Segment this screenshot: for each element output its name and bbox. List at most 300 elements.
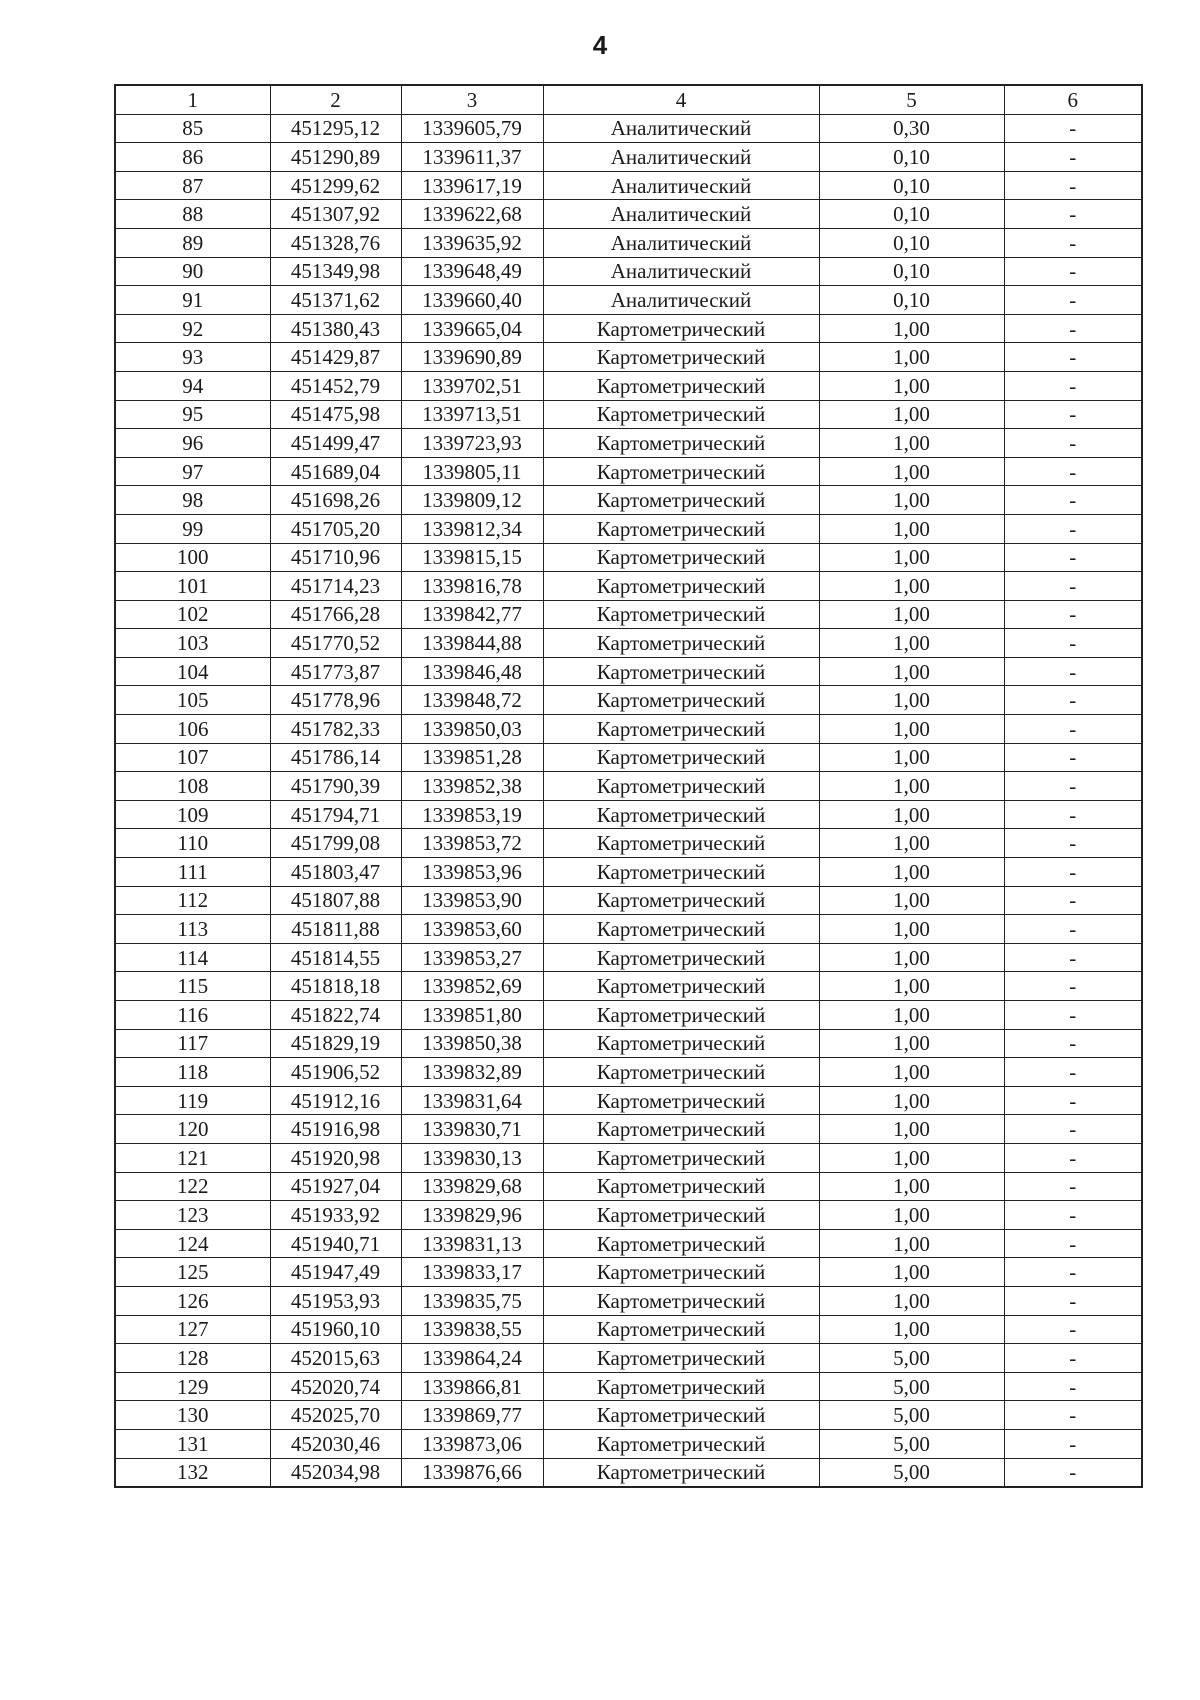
point-number-cell: 110: [115, 829, 270, 858]
table-row: [115, 743, 1142, 772]
accuracy-cell: 0,10: [819, 228, 1004, 257]
accuracy-cell: 1,00: [819, 886, 1004, 915]
accuracy-cell: 1,00: [819, 629, 1004, 658]
x-coordinate-cell: 451786,14: [270, 743, 401, 772]
table-row: [115, 829, 1142, 858]
note-cell: -: [1004, 1201, 1142, 1230]
note-cell: -: [1004, 715, 1142, 744]
column-header: 3: [401, 85, 543, 114]
x-coordinate-cell: 451290,89: [270, 143, 401, 172]
x-coordinate-cell: 451452,79: [270, 371, 401, 400]
accuracy-cell: 1,00: [819, 1058, 1004, 1087]
x-coordinate-cell: 452034,98: [270, 1458, 401, 1487]
accuracy-cell: 0,10: [819, 143, 1004, 172]
x-coordinate-cell: 451960,10: [270, 1315, 401, 1344]
x-coordinate-cell: 451790,39: [270, 772, 401, 801]
column-header: 5: [819, 85, 1004, 114]
point-number-cell: 127: [115, 1315, 270, 1344]
note-cell: -: [1004, 600, 1142, 629]
table-row: [115, 257, 1142, 286]
accuracy-cell: 1,00: [819, 1115, 1004, 1144]
page-number: 4: [592, 30, 608, 60]
table-row: [115, 943, 1142, 972]
accuracy-cell: 1,00: [819, 1086, 1004, 1115]
x-coordinate-cell: 451916,98: [270, 1115, 401, 1144]
note-cell: -: [1004, 1401, 1142, 1430]
x-coordinate-cell: 452030,46: [270, 1429, 401, 1458]
point-number-cell: 89: [115, 228, 270, 257]
y-coordinate-cell: 1339809,12: [401, 486, 543, 515]
x-coordinate-cell: 451807,88: [270, 886, 401, 915]
x-coordinate-cell: 451933,92: [270, 1201, 401, 1230]
table-row: [115, 1001, 1142, 1030]
table-row: [115, 286, 1142, 315]
table-row: [115, 1058, 1142, 1087]
x-coordinate-cell: 451429,87: [270, 343, 401, 372]
method-cell: Картометрический: [543, 600, 819, 629]
accuracy-cell: 0,30: [819, 114, 1004, 143]
method-cell: Картометрический: [543, 1258, 819, 1287]
accuracy-cell: 1,00: [819, 1143, 1004, 1172]
y-coordinate-cell: 1339844,88: [401, 629, 543, 658]
point-number-cell: 109: [115, 800, 270, 829]
y-coordinate-cell: 1339815,15: [401, 543, 543, 572]
method-cell: Картометрический: [543, 743, 819, 772]
accuracy-cell: 5,00: [819, 1372, 1004, 1401]
point-number-cell: 92: [115, 314, 270, 343]
point-number-cell: 132: [115, 1458, 270, 1487]
method-cell: Картометрический: [543, 1058, 819, 1087]
note-cell: -: [1004, 200, 1142, 229]
method-cell: Картометрический: [543, 800, 819, 829]
x-coordinate-cell: 451766,28: [270, 600, 401, 629]
note-cell: -: [1004, 343, 1142, 372]
column-header: 4: [543, 85, 819, 114]
method-cell: Картометрический: [543, 686, 819, 715]
accuracy-cell: 0,10: [819, 171, 1004, 200]
table-row: [115, 1458, 1142, 1487]
accuracy-cell: 1,00: [819, 915, 1004, 944]
x-coordinate-cell: 451307,92: [270, 200, 401, 229]
table-row: [115, 915, 1142, 944]
table-row: [115, 543, 1142, 572]
point-number-cell: 115: [115, 972, 270, 1001]
note-cell: -: [1004, 572, 1142, 601]
y-coordinate-cell: 1339605,79: [401, 114, 543, 143]
table-row: [115, 1429, 1142, 1458]
accuracy-cell: 1,00: [819, 371, 1004, 400]
note-cell: -: [1004, 400, 1142, 429]
point-number-cell: 117: [115, 1029, 270, 1058]
table-row: [115, 1286, 1142, 1315]
y-coordinate-cell: 1339842,77: [401, 600, 543, 629]
accuracy-cell: 5,00: [819, 1344, 1004, 1373]
y-coordinate-cell: 1339864,24: [401, 1344, 543, 1373]
x-coordinate-cell: 451829,19: [270, 1029, 401, 1058]
x-coordinate-cell: 451940,71: [270, 1229, 401, 1258]
method-cell: Картометрический: [543, 715, 819, 744]
accuracy-cell: 5,00: [819, 1401, 1004, 1430]
note-cell: -: [1004, 829, 1142, 858]
accuracy-cell: 0,10: [819, 286, 1004, 315]
accuracy-cell: 5,00: [819, 1429, 1004, 1458]
y-coordinate-cell: 1339838,55: [401, 1315, 543, 1344]
x-coordinate-cell: 451912,16: [270, 1086, 401, 1115]
accuracy-cell: 1,00: [819, 400, 1004, 429]
point-number-cell: 97: [115, 457, 270, 486]
column-header: 1: [115, 85, 270, 114]
y-coordinate-cell: 1339831,64: [401, 1086, 543, 1115]
point-number-cell: 88: [115, 200, 270, 229]
table-row: [115, 772, 1142, 801]
table-row: [115, 200, 1142, 229]
method-cell: Картометрический: [543, 1086, 819, 1115]
x-coordinate-cell: 451328,76: [270, 228, 401, 257]
table-row: [115, 1172, 1142, 1201]
note-cell: -: [1004, 114, 1142, 143]
y-coordinate-cell: 1339873,06: [401, 1429, 543, 1458]
method-cell: Картометрический: [543, 1229, 819, 1258]
point-number-cell: 95: [115, 400, 270, 429]
method-cell: Картометрический: [543, 1401, 819, 1430]
point-number-cell: 114: [115, 943, 270, 972]
method-cell: Картометрический: [543, 886, 819, 915]
column-header: 6: [1004, 85, 1142, 114]
point-number-cell: 102: [115, 600, 270, 629]
coordinates-table: [114, 84, 1143, 1488]
accuracy-cell: 1,00: [819, 486, 1004, 515]
point-number-cell: 93: [115, 343, 270, 372]
table-header-row: [115, 85, 1142, 114]
note-cell: -: [1004, 915, 1142, 944]
x-coordinate-cell: 451714,23: [270, 572, 401, 601]
accuracy-cell: 1,00: [819, 943, 1004, 972]
accuracy-cell: 1,00: [819, 1201, 1004, 1230]
x-coordinate-cell: 451698,26: [270, 486, 401, 515]
y-coordinate-cell: 1339851,80: [401, 1001, 543, 1030]
accuracy-cell: 0,10: [819, 200, 1004, 229]
point-number-cell: 121: [115, 1143, 270, 1172]
table-row: [115, 314, 1142, 343]
point-number-cell: 98: [115, 486, 270, 515]
note-cell: -: [1004, 1001, 1142, 1030]
point-number-cell: 120: [115, 1115, 270, 1144]
table-row: [115, 457, 1142, 486]
accuracy-cell: 1,00: [819, 1286, 1004, 1315]
table-row: [115, 1086, 1142, 1115]
method-cell: Картометрический: [543, 1429, 819, 1458]
note-cell: -: [1004, 1172, 1142, 1201]
table-row: [115, 371, 1142, 400]
x-coordinate-cell: 451710,96: [270, 543, 401, 572]
x-coordinate-cell: 451299,62: [270, 171, 401, 200]
method-cell: Картометрический: [543, 1372, 819, 1401]
point-number-cell: 126: [115, 1286, 270, 1315]
accuracy-cell: 1,00: [819, 343, 1004, 372]
table-row: [115, 1115, 1142, 1144]
method-cell: Картометрический: [543, 772, 819, 801]
y-coordinate-cell: 1339690,89: [401, 343, 543, 372]
method-cell: Картометрический: [543, 543, 819, 572]
note-cell: -: [1004, 772, 1142, 801]
y-coordinate-cell: 1339723,93: [401, 429, 543, 458]
note-cell: -: [1004, 629, 1142, 658]
y-coordinate-cell: 1339853,60: [401, 915, 543, 944]
y-coordinate-cell: 1339829,68: [401, 1172, 543, 1201]
y-coordinate-cell: 1339853,90: [401, 886, 543, 915]
method-cell: Аналитический: [543, 286, 819, 315]
y-coordinate-cell: 1339660,40: [401, 286, 543, 315]
point-number-cell: 122: [115, 1172, 270, 1201]
method-cell: Картометрический: [543, 457, 819, 486]
accuracy-cell: 5,00: [819, 1458, 1004, 1487]
note-cell: -: [1004, 1458, 1142, 1487]
table-row: [115, 171, 1142, 200]
accuracy-cell: 1,00: [819, 543, 1004, 572]
table-body: [115, 114, 1142, 1487]
x-coordinate-cell: 451705,20: [270, 514, 401, 543]
point-number-cell: 123: [115, 1201, 270, 1230]
point-number-cell: 96: [115, 429, 270, 458]
table-row: [115, 858, 1142, 887]
note-cell: -: [1004, 1229, 1142, 1258]
note-cell: -: [1004, 1058, 1142, 1087]
accuracy-cell: 1,00: [819, 429, 1004, 458]
point-number-cell: 87: [115, 171, 270, 200]
x-coordinate-cell: 451499,47: [270, 429, 401, 458]
method-cell: Картометрический: [543, 1286, 819, 1315]
method-cell: Картометрический: [543, 314, 819, 343]
y-coordinate-cell: 1339702,51: [401, 371, 543, 400]
table-row: [115, 1029, 1142, 1058]
y-coordinate-cell: 1339853,96: [401, 858, 543, 887]
x-coordinate-cell: 451906,52: [270, 1058, 401, 1087]
y-coordinate-cell: 1339831,13: [401, 1229, 543, 1258]
x-coordinate-cell: 451953,93: [270, 1286, 401, 1315]
x-coordinate-cell: 451799,08: [270, 829, 401, 858]
point-number-cell: 104: [115, 657, 270, 686]
method-cell: Картометрический: [543, 1172, 819, 1201]
method-cell: Картометрический: [543, 1344, 819, 1373]
table-row: [115, 514, 1142, 543]
note-cell: -: [1004, 143, 1142, 172]
method-cell: Картометрический: [543, 486, 819, 515]
point-number-cell: 116: [115, 1001, 270, 1030]
table-row: [115, 228, 1142, 257]
method-cell: Картометрический: [543, 572, 819, 601]
y-coordinate-cell: 1339816,78: [401, 572, 543, 601]
method-cell: Картометрический: [543, 629, 819, 658]
accuracy-cell: 1,00: [819, 314, 1004, 343]
y-coordinate-cell: 1339830,71: [401, 1115, 543, 1144]
point-number-cell: 105: [115, 686, 270, 715]
accuracy-cell: 1,00: [819, 457, 1004, 486]
table-row: [115, 1315, 1142, 1344]
y-coordinate-cell: 1339850,03: [401, 715, 543, 744]
table-row: [115, 486, 1142, 515]
table-row: [115, 143, 1142, 172]
note-cell: -: [1004, 1115, 1142, 1144]
note-cell: -: [1004, 1344, 1142, 1373]
point-number-cell: 131: [115, 1429, 270, 1458]
point-number-cell: 124: [115, 1229, 270, 1258]
point-number-cell: 99: [115, 514, 270, 543]
method-cell: Аналитический: [543, 257, 819, 286]
y-coordinate-cell: 1339832,89: [401, 1058, 543, 1087]
column-header: 2: [270, 85, 401, 114]
table-row: [115, 657, 1142, 686]
method-cell: Картометрический: [543, 400, 819, 429]
table-row: [115, 686, 1142, 715]
accuracy-cell: 1,00: [819, 1258, 1004, 1287]
y-coordinate-cell: 1339869,77: [401, 1401, 543, 1430]
y-coordinate-cell: 1339866,81: [401, 1372, 543, 1401]
y-coordinate-cell: 1339713,51: [401, 400, 543, 429]
y-coordinate-cell: 1339853,72: [401, 829, 543, 858]
method-cell: Аналитический: [543, 228, 819, 257]
point-number-cell: 112: [115, 886, 270, 915]
x-coordinate-cell: 451349,98: [270, 257, 401, 286]
x-coordinate-cell: 451920,98: [270, 1143, 401, 1172]
table-row: [115, 1201, 1142, 1230]
y-coordinate-cell: 1339622,68: [401, 200, 543, 229]
table-row: [115, 800, 1142, 829]
x-coordinate-cell: 451822,74: [270, 1001, 401, 1030]
accuracy-cell: 1,00: [819, 800, 1004, 829]
y-coordinate-cell: 1339812,34: [401, 514, 543, 543]
method-cell: Картометрический: [543, 371, 819, 400]
point-number-cell: 118: [115, 1058, 270, 1087]
note-cell: -: [1004, 314, 1142, 343]
method-cell: Картометрический: [543, 343, 819, 372]
y-coordinate-cell: 1339665,04: [401, 314, 543, 343]
accuracy-cell: 1,00: [819, 972, 1004, 1001]
x-coordinate-cell: 451811,88: [270, 915, 401, 944]
table-row: [115, 1258, 1142, 1287]
note-cell: -: [1004, 457, 1142, 486]
accuracy-cell: 1,00: [819, 829, 1004, 858]
accuracy-cell: 1,00: [819, 858, 1004, 887]
method-cell: Картометрический: [543, 943, 819, 972]
point-number-cell: 85: [115, 114, 270, 143]
method-cell: Картометрический: [543, 1315, 819, 1344]
y-coordinate-cell: 1339852,69: [401, 972, 543, 1001]
method-cell: Картометрический: [543, 1458, 819, 1487]
accuracy-cell: 1,00: [819, 600, 1004, 629]
note-cell: -: [1004, 429, 1142, 458]
method-cell: Картометрический: [543, 972, 819, 1001]
accuracy-cell: 1,00: [819, 1001, 1004, 1030]
x-coordinate-cell: 451371,62: [270, 286, 401, 315]
y-coordinate-cell: 1339829,96: [401, 1201, 543, 1230]
accuracy-cell: 1,00: [819, 743, 1004, 772]
x-coordinate-cell: 451947,49: [270, 1258, 401, 1287]
accuracy-cell: 1,00: [819, 657, 1004, 686]
x-coordinate-cell: 451803,47: [270, 858, 401, 887]
point-number-cell: 106: [115, 715, 270, 744]
note-cell: -: [1004, 257, 1142, 286]
method-cell: Картометрический: [543, 829, 819, 858]
note-cell: -: [1004, 1429, 1142, 1458]
table-row: [115, 429, 1142, 458]
note-cell: -: [1004, 743, 1142, 772]
table-row: [115, 972, 1142, 1001]
method-cell: Картометрический: [543, 514, 819, 543]
y-coordinate-cell: 1339876,66: [401, 1458, 543, 1487]
point-number-cell: 129: [115, 1372, 270, 1401]
note-cell: -: [1004, 1029, 1142, 1058]
x-coordinate-cell: 451782,33: [270, 715, 401, 744]
accuracy-cell: 1,00: [819, 772, 1004, 801]
point-number-cell: 107: [115, 743, 270, 772]
note-cell: -: [1004, 228, 1142, 257]
table-row: [115, 715, 1142, 744]
table-row: [115, 1344, 1142, 1373]
accuracy-cell: 1,00: [819, 1172, 1004, 1201]
accuracy-cell: 1,00: [819, 1029, 1004, 1058]
method-cell: Картометрический: [543, 657, 819, 686]
table-row: [115, 114, 1142, 143]
y-coordinate-cell: 1339846,48: [401, 657, 543, 686]
point-number-cell: 130: [115, 1401, 270, 1430]
method-cell: Картометрический: [543, 1029, 819, 1058]
x-coordinate-cell: 451927,04: [270, 1172, 401, 1201]
accuracy-cell: 1,00: [819, 1315, 1004, 1344]
x-coordinate-cell: 452025,70: [270, 1401, 401, 1430]
accuracy-cell: 1,00: [819, 715, 1004, 744]
method-cell: Картометрический: [543, 1201, 819, 1230]
x-coordinate-cell: 451380,43: [270, 314, 401, 343]
table-row: [115, 1143, 1142, 1172]
point-number-cell: 111: [115, 858, 270, 887]
accuracy-cell: 1,00: [819, 572, 1004, 601]
note-cell: -: [1004, 1143, 1142, 1172]
y-coordinate-cell: 1339850,38: [401, 1029, 543, 1058]
point-number-cell: 128: [115, 1344, 270, 1373]
y-coordinate-cell: 1339851,28: [401, 743, 543, 772]
method-cell: Аналитический: [543, 114, 819, 143]
y-coordinate-cell: 1339805,11: [401, 457, 543, 486]
method-cell: Аналитический: [543, 143, 819, 172]
note-cell: -: [1004, 1315, 1142, 1344]
table-row: [115, 572, 1142, 601]
point-number-cell: 113: [115, 915, 270, 944]
table-row: [115, 1401, 1142, 1430]
table-row: [115, 400, 1142, 429]
y-coordinate-cell: 1339833,17: [401, 1258, 543, 1287]
table-row: [115, 1229, 1142, 1258]
y-coordinate-cell: 1339853,27: [401, 943, 543, 972]
method-cell: Картометрический: [543, 1143, 819, 1172]
note-cell: -: [1004, 800, 1142, 829]
note-cell: -: [1004, 1258, 1142, 1287]
method-cell: Аналитический: [543, 200, 819, 229]
method-cell: Картометрический: [543, 429, 819, 458]
note-cell: -: [1004, 858, 1142, 887]
y-coordinate-cell: 1339835,75: [401, 1286, 543, 1315]
y-coordinate-cell: 1339648,49: [401, 257, 543, 286]
x-coordinate-cell: 451295,12: [270, 114, 401, 143]
table-row: [115, 886, 1142, 915]
method-cell: Картометрический: [543, 1001, 819, 1030]
note-cell: -: [1004, 972, 1142, 1001]
point-number-cell: 94: [115, 371, 270, 400]
note-cell: -: [1004, 371, 1142, 400]
point-number-cell: 125: [115, 1258, 270, 1287]
point-number-cell: 108: [115, 772, 270, 801]
note-cell: -: [1004, 171, 1142, 200]
y-coordinate-cell: 1339830,13: [401, 1143, 543, 1172]
